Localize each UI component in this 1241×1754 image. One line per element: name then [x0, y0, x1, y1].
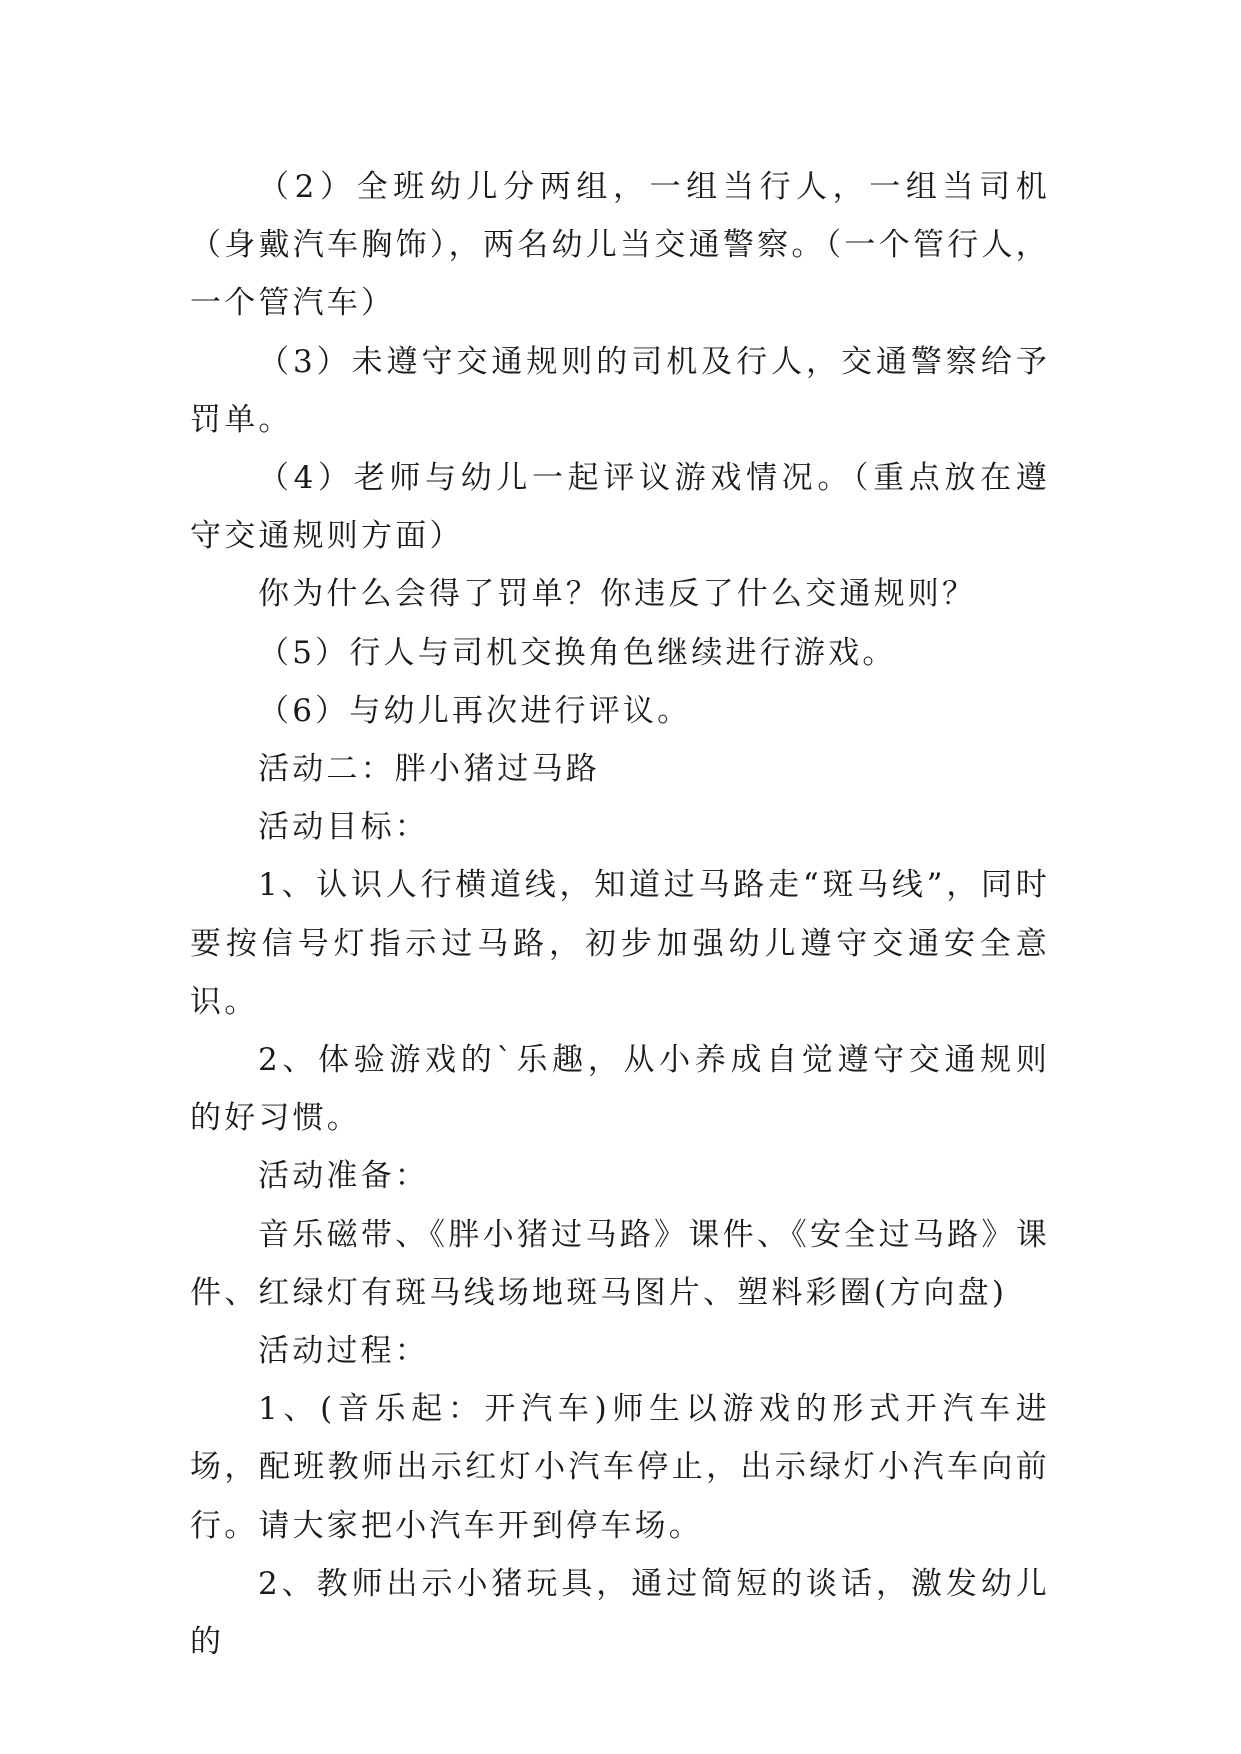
paragraph-rule-5: （5）行人与司机交换角色继续进行游戏。	[258, 634, 897, 671]
paragraph-rule-2: （2）全班幼儿分两组，一组当行人，一组当司机（身戴汽车胸饰），两名幼儿当交通警察。（一个管行人，一个管汽车）	[190, 169, 1050, 322]
activity-goals-heading: 活动目标：	[258, 809, 429, 846]
paragraph-question: 你为什么会得了罚单？你违反了什么交通规则？	[258, 576, 977, 613]
process-step-2: 2、教师出示小猪玩具，通过简短的谈话，激发幼儿的	[190, 1565, 1050, 1661]
paragraph-rule-4: （4）老师与幼儿一起评议游戏情况。（重点放在遵守交通规则方面）	[190, 460, 1050, 555]
paragraph-rule-6: （6）与幼儿再次进行评议。	[258, 692, 692, 729]
goal-item-2: 2、体验游戏的`乐趣，从小养成自觉遵守交通规则的好习惯。	[190, 1042, 1050, 1137]
paragraph-rule-3: （3）未遵守交通规则的司机及行人，交通警察给予罚单。	[190, 343, 1050, 438]
process-step-1: 1、(音乐起：开汽车)师生以游戏的形式开汽车进场，配班教师出示红灯小汽车停止，出示绿灯小汽车向前行。请大家把小汽车开到停车场。	[190, 1391, 1050, 1544]
activity-two-heading: 活动二：胖小猪过马路	[258, 751, 600, 788]
goal-item-1: 1、认识人行横道线，知道过马路走“斑马线”，同时要按信号灯指示过马路，初步加强幼儿遵守交通安全意识。	[190, 867, 1050, 1020]
activity-preparation-heading: 活动准备：	[258, 1158, 429, 1195]
document-body	[190, 158, 1050, 1671]
preparation-materials: 音乐磁带、《胖小猪过马路》课件、《安全过马路》课件、红绿灯有斑马线场地斑马图片、塑料彩圈(方向盘)	[190, 1216, 1050, 1311]
activity-process-heading: 活动过程：	[258, 1333, 429, 1370]
